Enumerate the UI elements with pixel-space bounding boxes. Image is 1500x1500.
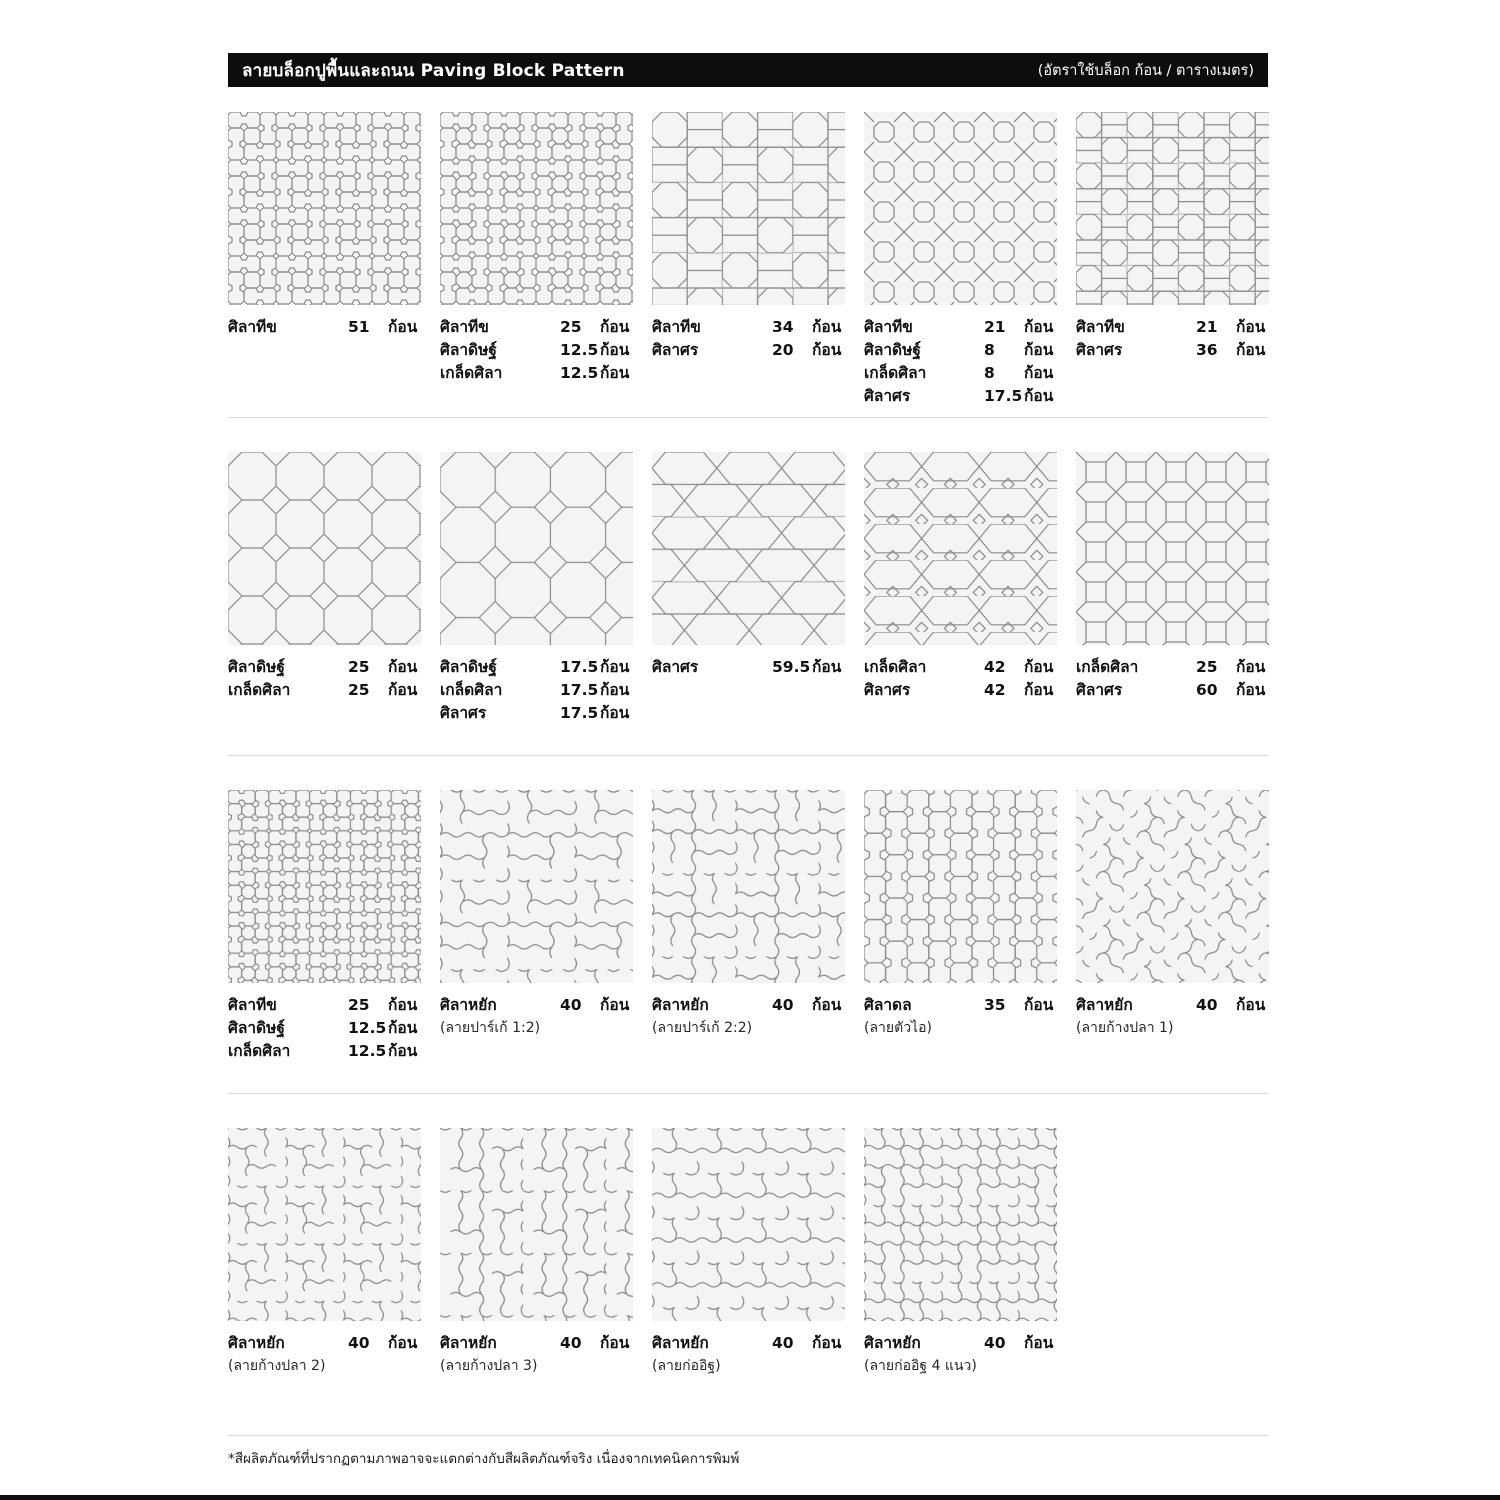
pattern-swatch-octagon-brick-small: [1076, 112, 1269, 305]
block-unit: ก้อน: [1024, 364, 1054, 382]
block-name: ศิลาทีข: [228, 318, 277, 336]
block-name: ศิลาศร: [864, 681, 911, 699]
block-name: เกล็ดศิลา: [228, 681, 291, 699]
block-qty: 42: [984, 658, 1006, 676]
block-name: ศิลาหยัก: [228, 1334, 285, 1352]
block-unit: ก้อน: [1236, 681, 1266, 699]
block-qty: 40: [1196, 996, 1218, 1014]
color-disclaimer-note: *สีผลิตภัณฑ์ที่ปรากฏตามภาพอาจจะแตกต่างกับสีผลิตภัณฑ์จริง เนื่องจากเทคนิคการพิมพ์: [228, 1451, 740, 1467]
block-name: เกล็ดศิลา: [864, 658, 927, 676]
pattern-swatch-elongated-hexagon: [652, 452, 845, 645]
block-qty: 25: [1196, 658, 1218, 676]
pattern-swatch-octagon-square-large: [440, 452, 633, 645]
pattern-swatch-wavy-parquet-1-2: [440, 790, 633, 983]
pattern-label: [228, 994, 421, 1063]
pattern-swatch-octagon-diamond-mix: [864, 112, 1057, 305]
block-unit: ก้อน: [388, 1019, 418, 1037]
block-qty: 17.5: [560, 681, 599, 699]
pattern-label: [652, 656, 845, 725]
pattern-label: [864, 994, 1057, 1063]
pattern-sub-name: (ลายก้างปลา 2): [228, 1358, 326, 1374]
section-divider: [228, 755, 1268, 756]
pattern-row-1: [228, 112, 1269, 408]
pattern-swatch-octagon-brick: [652, 112, 845, 305]
block-name: ศิลาหยัก: [1076, 996, 1133, 1014]
pattern-swatch-i-block-octagon-weave: [440, 112, 633, 305]
pattern-label: [652, 994, 845, 1063]
block-qty: 20: [772, 341, 794, 359]
block-unit: ก้อน: [1236, 996, 1266, 1014]
block-unit: ก้อน: [600, 341, 630, 359]
pattern-label: [864, 656, 1057, 725]
block-unit: ก้อน: [1236, 318, 1266, 336]
pattern-label: [440, 1332, 633, 1377]
block-name: ศิลาทีข: [1076, 318, 1125, 336]
block-unit: ก้อน: [812, 658, 842, 676]
pattern-label: [864, 316, 1057, 408]
block-qty: 17.5: [560, 704, 599, 722]
block-qty: 40: [348, 1334, 370, 1352]
pattern-label: [652, 1332, 845, 1377]
pattern-swatch-hexagon-diamond: [864, 452, 1057, 645]
pattern-swatch-square-diagonal-lattice: [1076, 452, 1269, 645]
block-name: เกล็ดศิลา: [440, 364, 503, 382]
block-unit: ก้อน: [1024, 658, 1054, 676]
block-qty: 25: [348, 681, 370, 699]
block-unit: ก้อน: [600, 704, 630, 722]
page-title: ลายบล็อกปูพื้นและถนน Paving Block Pattern: [242, 60, 625, 81]
page-header-bar: [228, 53, 1268, 87]
block-unit: ก้อน: [812, 1334, 842, 1352]
block-unit: ก้อน: [600, 996, 630, 1014]
block-qty: 8: [984, 341, 995, 359]
block-name: ศิลาหยัก: [652, 1334, 709, 1352]
block-qty: 40: [984, 1334, 1006, 1352]
footer-divider: [228, 1435, 1268, 1436]
block-qty: 12.5: [348, 1042, 387, 1060]
block-qty: 12.5: [560, 364, 599, 382]
block-name: เกล็ดศิลา: [228, 1042, 291, 1060]
block-name: เกล็ดศิลา: [440, 681, 503, 699]
block-name: ศิลาศร: [864, 387, 911, 405]
block-name: ศิลาศร: [652, 341, 699, 359]
pattern-label: [1076, 994, 1269, 1063]
pattern-label: [864, 1332, 1057, 1377]
block-unit: ก้อน: [600, 364, 630, 382]
pattern-sub-name: (ลายปาร์เก้ 2:2): [652, 1020, 753, 1036]
block-unit: ก้อน: [1024, 996, 1054, 1014]
block-unit: ก้อน: [388, 1042, 418, 1060]
block-name: ศิลาหยัก: [440, 996, 497, 1014]
block-unit: ก้อน: [1024, 681, 1054, 699]
block-qty: 40: [560, 996, 582, 1014]
pattern-swatch-i-block-octagon-weave-small: [228, 790, 421, 983]
block-qty: 42: [984, 681, 1006, 699]
pattern-sub-name: (ลายก้างปลา 1): [1076, 1020, 1174, 1036]
block-qty: 59.5: [772, 658, 811, 676]
block-name: ศิลาทีข: [652, 318, 701, 336]
pattern-swatch-i-block-weave: [228, 112, 421, 305]
block-unit: ก้อน: [600, 1334, 630, 1352]
block-qty: 40: [560, 1334, 582, 1352]
block-qty: 35: [984, 996, 1006, 1014]
block-unit: ก้อน: [388, 996, 418, 1014]
pattern-label: [440, 316, 633, 408]
block-qty: 60: [1196, 681, 1218, 699]
pattern-label: [1076, 316, 1269, 408]
block-name: ศิลาหยัก: [652, 996, 709, 1014]
block-name: ศิลาศร: [1076, 681, 1123, 699]
block-name: ศิลาดิษฐ์: [228, 658, 285, 676]
pattern-swatch-wavy-running-bond: [652, 1128, 845, 1321]
block-unit: ก้อน: [812, 996, 842, 1014]
block-unit: ก้อน: [1024, 387, 1054, 405]
block-unit: ก้อน: [1236, 658, 1266, 676]
block-qty: 40: [772, 996, 794, 1014]
block-unit: ก้อน: [1024, 1334, 1054, 1352]
block-name: ศิลาดิษฐ์: [864, 341, 921, 359]
pattern-sub-name: (ลายตัวไอ): [864, 1020, 932, 1036]
pattern-label: [228, 1332, 421, 1377]
block-name: ศิลาดิษฐ์: [440, 341, 497, 359]
block-name: ศิลาดิษฐ์: [440, 658, 497, 676]
block-qty: 51: [348, 318, 370, 336]
block-qty: 25: [560, 318, 582, 336]
block-name: ศิลาทีข: [864, 318, 913, 336]
block-qty: 25: [348, 996, 370, 1014]
pattern-label: [440, 994, 633, 1063]
pattern-sub-name: (ลายก้างปลา 3): [440, 1358, 538, 1374]
pattern-swatch-wavy-herringbone-diagonal: [1076, 790, 1269, 983]
pattern-row-3: [228, 790, 1269, 1063]
pattern-label: [228, 316, 421, 408]
pattern-row-4: [228, 1128, 1269, 1377]
block-unit: ก้อน: [388, 681, 418, 699]
block-name: ศิลาทีข: [440, 318, 489, 336]
block-name: ศิลาดิษฐ์: [228, 1019, 285, 1037]
pattern-sub-name: (ลายก่ออิฐ 4 แนว): [864, 1358, 977, 1374]
section-divider: [228, 417, 1268, 418]
block-name: ศิลาหยัก: [864, 1334, 921, 1352]
block-unit: ก้อน: [1236, 341, 1266, 359]
block-unit: ก้อน: [1024, 318, 1054, 336]
block-qty: 25: [348, 658, 370, 676]
block-qty: 8: [984, 364, 995, 382]
block-name: เกล็ดศิลา: [864, 364, 927, 382]
pattern-label: [1076, 656, 1269, 725]
pattern-label: [228, 656, 421, 725]
block-qty: 12.5: [348, 1019, 387, 1037]
block-qty: 21: [984, 318, 1006, 336]
bottom-edge-bar: [0, 1495, 1500, 1500]
block-unit: ก้อน: [388, 318, 418, 336]
block-name: ศิลาทีข: [228, 996, 277, 1014]
block-qty: 40: [772, 1334, 794, 1352]
block-name: ศิลาหยัก: [440, 1334, 497, 1352]
pattern-row-2: [228, 452, 1269, 725]
pattern-swatch-i-block-columns: [864, 790, 1057, 983]
block-qty: 12.5: [560, 341, 599, 359]
usage-rate-note: (อัตราใช้บล็อก ก้อน / ตารางเมตร): [1037, 62, 1254, 79]
pattern-label: [440, 656, 633, 725]
block-unit: ก้อน: [388, 658, 418, 676]
block-unit: ก้อน: [812, 341, 842, 359]
pattern-swatch-wavy-running-bond-4-way: [864, 1128, 1057, 1321]
block-unit: ก้อน: [1024, 341, 1054, 359]
block-name: ศิลาดล: [864, 996, 912, 1014]
block-name: ศิลาศร: [440, 704, 487, 722]
block-unit: ก้อน: [388, 1334, 418, 1352]
pattern-sub-name: (ลายก่ออิฐ): [652, 1358, 721, 1374]
pattern-swatch-wavy-parquet-vertical: [440, 1128, 633, 1321]
block-name: เกล็ดศิลา: [1076, 658, 1139, 676]
block-qty: 17.5: [984, 387, 1023, 405]
block-name: ศิลาศร: [652, 658, 699, 676]
block-unit: ก้อน: [812, 318, 842, 336]
pattern-swatch-wavy-pinwheel: [228, 1128, 421, 1321]
block-unit: ก้อน: [600, 658, 630, 676]
block-qty: 17.5: [560, 658, 599, 676]
pattern-sub-name: (ลายปาร์เก้ 1:2): [440, 1020, 541, 1036]
pattern-swatch-wavy-parquet-2-2: [652, 790, 845, 983]
block-qty: 21: [1196, 318, 1218, 336]
block-unit: ก้อน: [600, 318, 630, 336]
block-qty: 34: [772, 318, 794, 336]
block-name: ศิลาศร: [1076, 341, 1123, 359]
pattern-swatch-octagon-square: [228, 452, 421, 645]
section-divider: [228, 1093, 1268, 1094]
pattern-label: [652, 316, 845, 408]
block-qty: 36: [1196, 341, 1218, 359]
block-unit: ก้อน: [600, 681, 630, 699]
